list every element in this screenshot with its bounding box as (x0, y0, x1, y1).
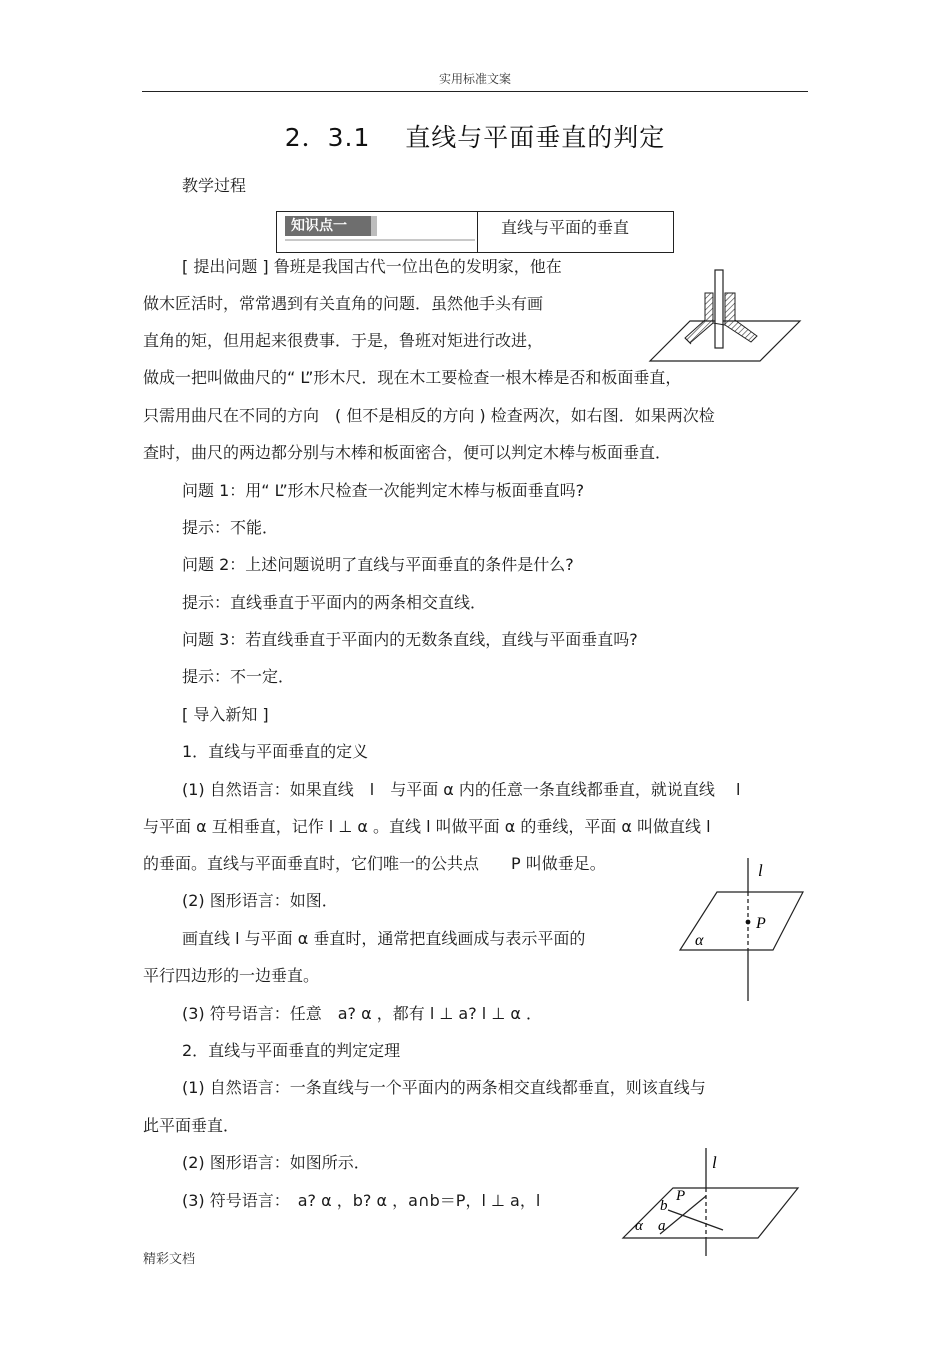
badge-underline (285, 239, 475, 241)
paragraph-line: 的垂面。直线与平面垂直时，它们唯一的公共点 P 叫做垂足。 (143, 854, 606, 873)
section-label: 教学过程 (182, 176, 247, 195)
header-rule (142, 91, 808, 92)
hint-line: 提示：直线垂直于平面内的两条相交直线． (182, 593, 487, 612)
paragraph-line: 直角的矩，但用起来很费事．于是，鲁班对矩进行改进， (143, 331, 544, 350)
line-label: l (712, 1153, 717, 1172)
paragraph-line: 做成一把叫做曲尺的“ L”形木尺．现在木工要检查一根木棒是否和板面垂直， (143, 368, 682, 387)
subheading: 1．直线与平面垂直的定义 (182, 742, 369, 761)
page-footer: 精彩文档 (143, 1252, 196, 1267)
paragraph-line: (1) 自然语言：如果直线 l 与平面 α 内的任意一条直线都垂直，就说直线 l (182, 780, 741, 799)
line-label: l (758, 861, 763, 880)
paragraph-line: 平行四边形的一边垂直。 (143, 966, 320, 985)
point-label: P (756, 915, 766, 932)
paragraph-line: 画直线 l 与平面 α 垂直时，通常把直线画成与表示平面的 (182, 929, 586, 948)
point-label: P (676, 1188, 686, 1204)
carpenter-square-figure (645, 268, 805, 368)
hint-line: 提示：不一定． (182, 667, 295, 686)
intersecting-lines-figure (618, 1148, 803, 1258)
line-a-label: a (658, 1218, 666, 1234)
paragraph-line: (2) 图形语言：如图所示． (182, 1153, 370, 1172)
section-heading: [ 导入新知 ] (182, 705, 269, 724)
knowledge-point-badge: 知识点一 (285, 216, 377, 236)
paragraph-line: (3) 符号语言： a? α ，b? α ，a∩b＝P，l ⊥ a，l (182, 1191, 541, 1210)
box-divider (477, 212, 478, 252)
paragraph-line: 此平面垂直． (143, 1116, 240, 1135)
paragraph-line: 做木匠活时，常常遇到有关直角的问题．虽然他手头有画 (143, 294, 544, 313)
paragraph-line: (1) 自然语言：一条直线与一个平面内的两条相交直线都垂直，则该直线与 (182, 1078, 706, 1097)
plane-label: α (695, 932, 704, 949)
paragraph-line: 与平面 α 互相垂直，记作 l ⊥ α 。直线 l 叫做平面 α 的垂线，平面 α 叫做直线 l (143, 817, 711, 836)
knowledge-point-box (276, 211, 674, 253)
line-plane-perpendicular-figure (675, 858, 810, 1003)
question-line: 问题 1：用“ L”形木尺检查一次能判定木棒与板面垂直吗? (182, 481, 585, 500)
page-header: 实用标准文案 (438, 72, 511, 86)
paragraph-line: [ 提出问题 ] 鲁班是我国古代一位出色的发明家，他在 (182, 257, 562, 276)
paragraph-line: 查时，曲尺的两边都分别与木棒和板面密合，便可以判定木棒与板面垂直． (143, 443, 672, 462)
plane-label: α (635, 1218, 643, 1234)
line-b-label: b (660, 1198, 668, 1214)
page-title: 2．3.1 直线与平面垂直的判定 (284, 123, 666, 152)
paragraph-line: (3) 符号语言：任意 a? α ，都有 l ⊥ a? l ⊥ α ． (182, 1004, 542, 1023)
paragraph-line: (2) 图形语言：如图． (182, 891, 338, 910)
knowledge-point-topic: 直线与平面的垂直 (501, 218, 630, 237)
question-line: 问题 2：上述问题说明了直线与平面垂直的条件是什么? (182, 555, 574, 574)
question-line: 问题 3：若直线垂直于平面内的无数条直线，直线与平面垂直吗? (182, 630, 638, 649)
paragraph-line: 只需用曲尺在不同的方向 ( 但不是相反的方向 ) 检查两次，如右图．如果两次检 (143, 406, 715, 425)
subheading: 2．直线与平面垂直的判定定理 (182, 1041, 401, 1060)
hint-line: 提示：不能． (182, 518, 279, 537)
